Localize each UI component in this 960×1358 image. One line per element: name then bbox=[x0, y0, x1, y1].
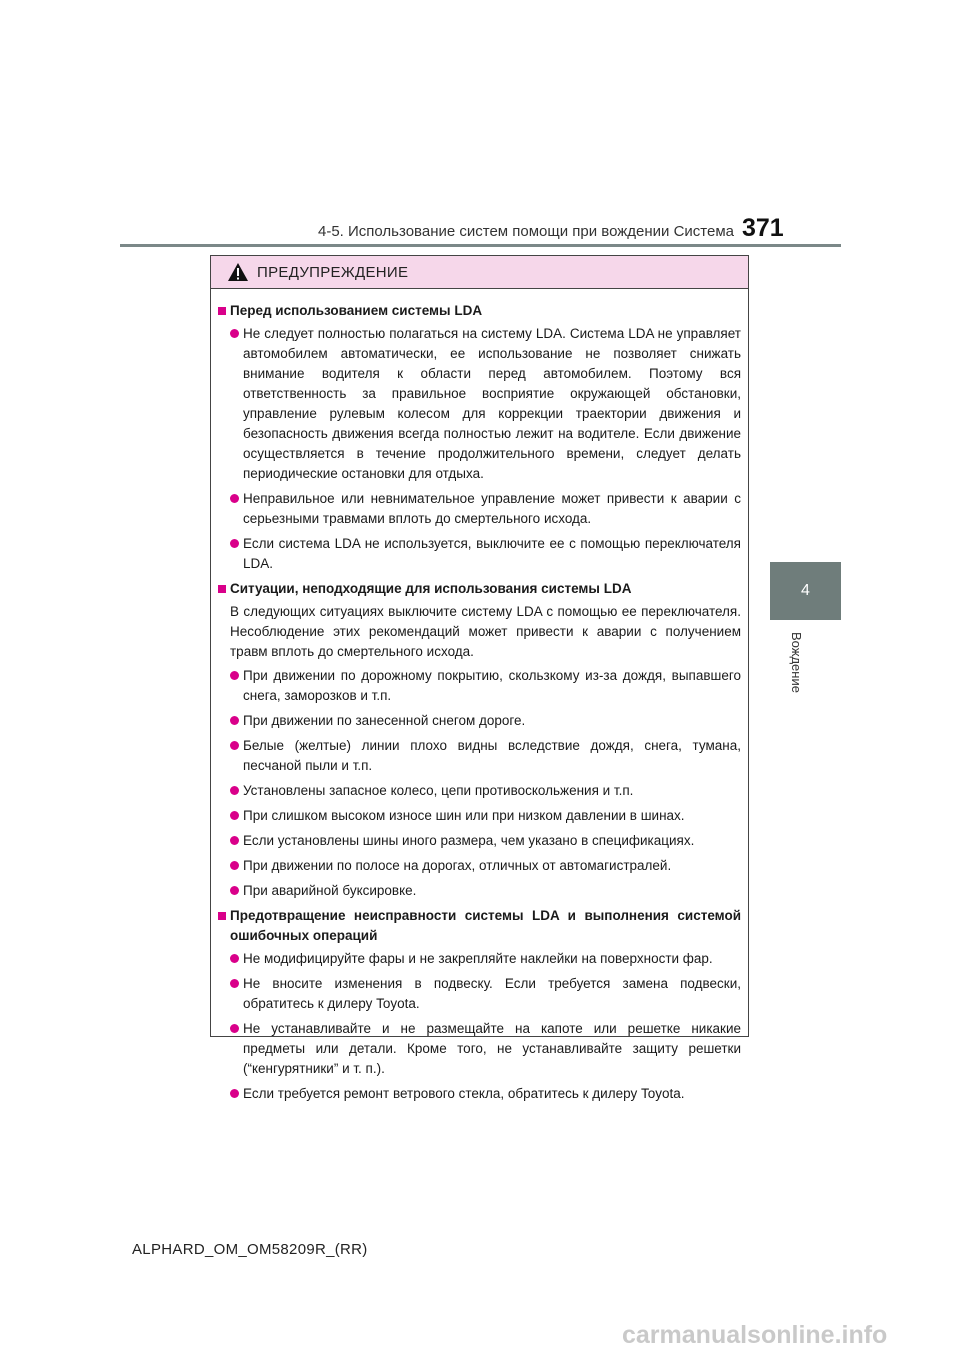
header-section-title: 4-5. Использование систем помощи при вождении Система bbox=[318, 223, 735, 240]
list-item: Белые (желтые) линии плохо видны вследствие дождя, снега, тумана, песчаной пыли и т.п. bbox=[218, 736, 741, 776]
warning-header bbox=[211, 256, 748, 289]
list-item: При движении по полосе на дорогах, отличных от автомагистралей. bbox=[218, 856, 741, 876]
page-number: 371 bbox=[742, 214, 784, 242]
bullet-dot-icon bbox=[230, 329, 239, 338]
chapter-tab bbox=[770, 562, 841, 620]
bullet-dot-icon bbox=[230, 1024, 239, 1033]
bullet-dot-icon bbox=[230, 811, 239, 820]
bullet-dot-icon bbox=[230, 539, 239, 548]
bullet-dot-icon bbox=[230, 741, 239, 750]
warning-body bbox=[211, 289, 748, 1104]
list-item: Неправильное или невнимательное управление может привести к аварии с серьезными травмами вплоть до смертельного исхода. bbox=[218, 489, 741, 529]
section-paragraph: В следующих ситуациях выключите систему LDA с помощью ее переключателя. Несоблюдение этих рекомендаций может привести к аварии с получением травм вплоть до смертельного исхода. bbox=[230, 604, 741, 659]
warning-box bbox=[210, 255, 749, 1101]
section-heading: Перед использованием системы LDA bbox=[218, 301, 741, 321]
list-item: Если установлены шины иного размера, чем указано в спецификациях. bbox=[218, 831, 741, 851]
document-code: ALPHARD_OM_OM58209R_(RR) bbox=[132, 1241, 368, 1258]
chapter-number: 4 bbox=[801, 582, 810, 599]
square-bullet-icon bbox=[218, 307, 226, 315]
bullet-dot-icon bbox=[230, 494, 239, 503]
bullet-dot-icon bbox=[230, 979, 239, 988]
list-item: Если требуется ремонт ветрового стекла, обратитесь к дилеру Toyota. bbox=[218, 1084, 741, 1104]
bullet-dot-icon bbox=[230, 886, 239, 895]
list-item: При движении по занесенной снегом дороге. bbox=[218, 711, 741, 731]
bullet-dot-icon bbox=[230, 786, 239, 795]
bullet-dot-icon bbox=[230, 836, 239, 845]
warning-triangle-icon bbox=[227, 262, 249, 282]
watermark: carmanualsonline.info bbox=[622, 1321, 888, 1349]
bullet-dot-icon bbox=[230, 671, 239, 680]
bullet-dot-icon bbox=[230, 716, 239, 725]
list-item: При слишком высоком износе шин или при низком давлении в шинах. bbox=[218, 806, 741, 826]
section-heading: Ситуации, неподходящие для использования системы LDA bbox=[218, 579, 741, 599]
list-item: Не модифицируйте фары и не закрепляйте наклейки на поверхности фар. bbox=[218, 949, 741, 969]
list-item: Не устанавливайте и не размещайте на капоте или решетке никакие предметы или детали. Кроме того, не устанавливайте защиту решетки (“кенгурятники” и т. п.). bbox=[218, 1019, 741, 1079]
warning-title: ПРЕДУПРЕЖДЕНИЕ bbox=[257, 263, 409, 281]
list-item: При движении по дорожному покрытию, скользкому из-за дождя, выпавшего снега, заморозков и т.п. bbox=[218, 666, 741, 706]
section-heading: Предотвращение неисправности системы LDA и выполнения системой ошибочных операций bbox=[218, 906, 741, 946]
header-rule bbox=[120, 244, 841, 247]
bullet-dot-icon bbox=[230, 954, 239, 963]
bullet-dot-icon bbox=[230, 1089, 239, 1098]
square-bullet-icon bbox=[218, 585, 226, 593]
bullet-dot-icon bbox=[230, 861, 239, 870]
list-item: Установлены запасное колесо, цепи противоскольжения и т.п. bbox=[218, 781, 741, 801]
square-bullet-icon bbox=[218, 912, 226, 920]
list-item: Не вносите изменения в подвеску. Если требуется замена подвески, обратитесь к дилеру Toyota. bbox=[218, 974, 741, 1014]
list-item: Не следует полностью полагаться на систему LDA. Система LDA не управляет автомобилем автоматически, ее использование не позволяет снижать внимание водителя к области перед автомобилем. Поэтому вся ответственность за правильное восприятие окружающей обстановки, управление рулевым колесом для коррекции траектории движения и безопасность движения всегда полностью лежит на водителе. Если движение осуществляется в течение продолжительного времени, следует делать периодические остановки для отдыха. bbox=[218, 324, 741, 484]
chapter-label: Вождение bbox=[789, 632, 804, 693]
list-item: Если система LDA не используется, выключите ее с помощью переключателя LDA. bbox=[218, 534, 741, 574]
list-item: При аварийной буксировке. bbox=[218, 881, 741, 901]
